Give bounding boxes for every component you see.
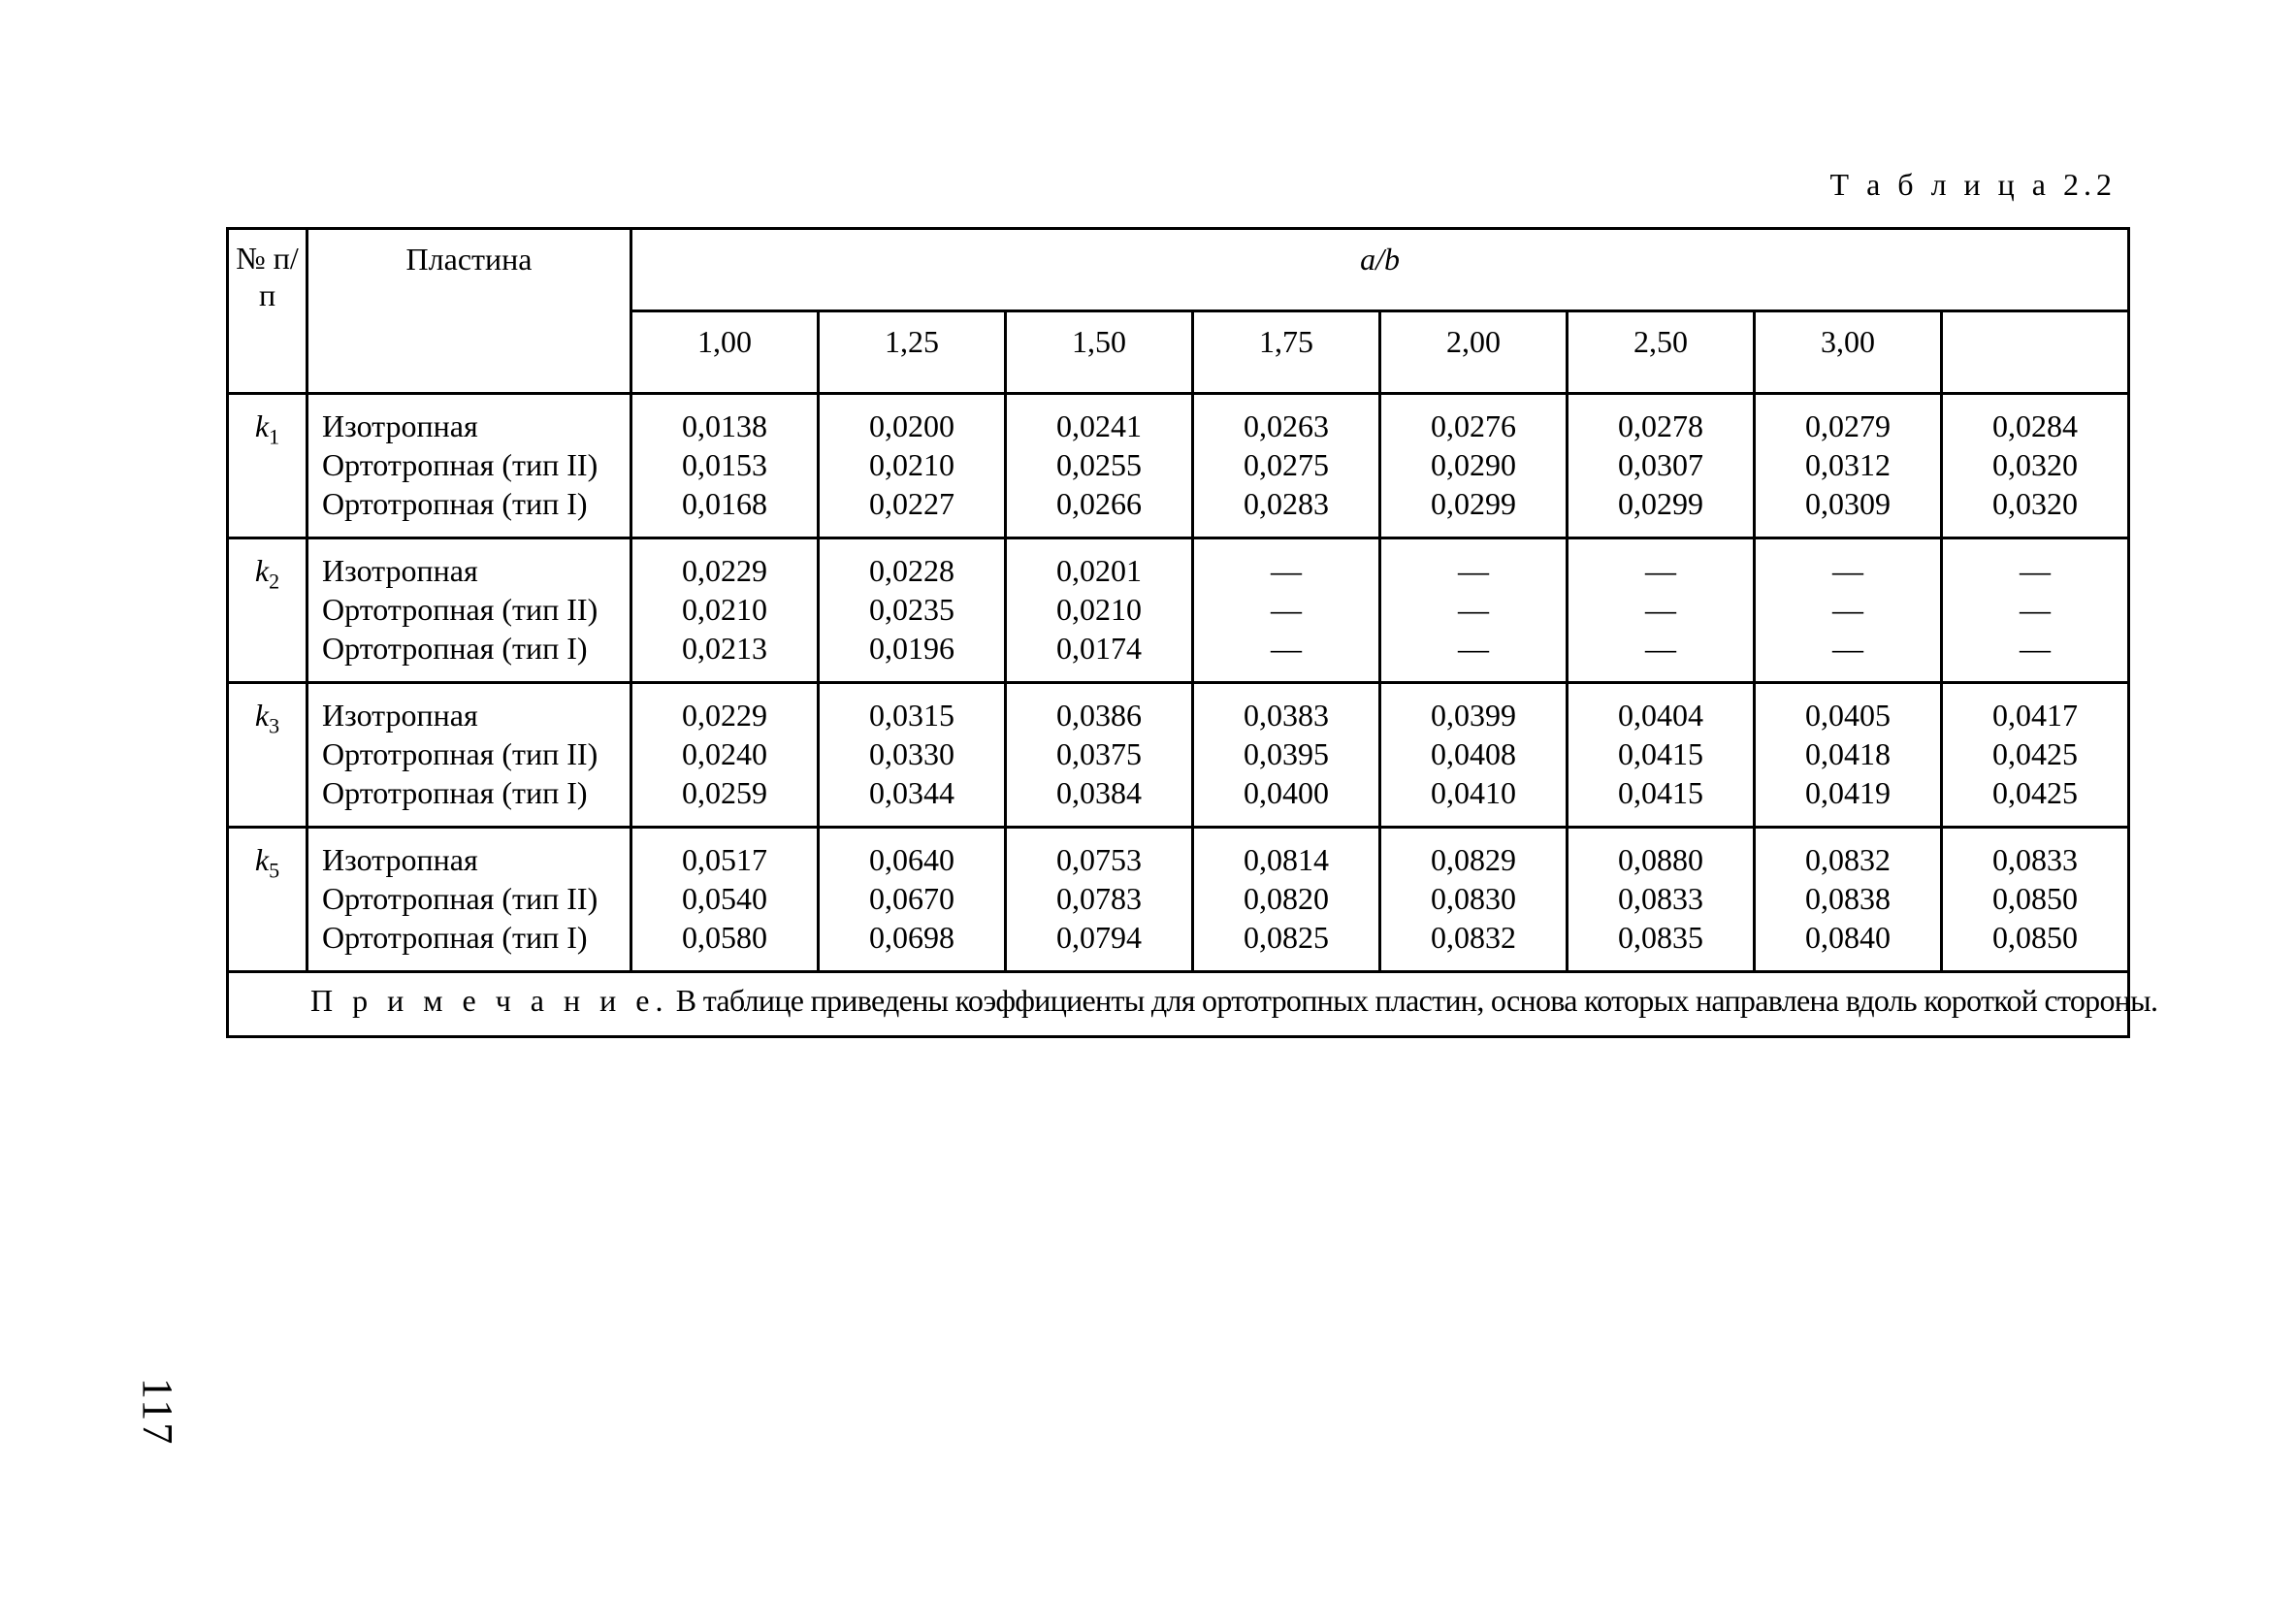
coefficient-value: 0,0833 (1618, 881, 1703, 916)
coefficient-value: 0,0386 (1056, 698, 1142, 733)
coefficient-value: 0,0404 (1618, 698, 1703, 733)
plate-type-label: Ортотропная (тип II) (322, 736, 598, 771)
table-row (228, 394, 2129, 538)
coefficient-value: 0,0299 (1431, 486, 1516, 521)
coefficient-value: 0,0408 (1431, 736, 1516, 771)
table-row (228, 538, 2129, 683)
header-plate: Пластина (307, 229, 631, 394)
note-heading: П р и м е ч а н и е. (310, 983, 669, 1018)
coefficient-subscript: 5 (269, 858, 280, 883)
coefficient-value: — (1271, 631, 1302, 666)
coefficient-value: — (1832, 553, 1863, 588)
coefficient-value: 0,0210 (869, 447, 954, 482)
value-cell (819, 538, 1006, 683)
coefficient-value: 0,0210 (1056, 592, 1142, 627)
value-cell (1380, 538, 1568, 683)
value-cell (1193, 538, 1380, 683)
coefficient-value: 0,0309 (1805, 486, 1891, 521)
coefficient-value: — (1832, 631, 1863, 666)
plate-type-label: Изотропная (322, 698, 478, 733)
value-cell (1755, 828, 1942, 972)
row-coefficient-label (228, 683, 307, 828)
coefficient-value: — (1458, 553, 1489, 588)
coefficient-value: — (1271, 553, 1302, 588)
value-cell (631, 683, 819, 828)
coefficient-value: 0,0290 (1431, 447, 1516, 482)
coefficient-value: 0,0415 (1618, 775, 1703, 810)
coefficient-value: 0,0400 (1244, 775, 1329, 810)
coefficient-value: 0,0418 (1805, 736, 1891, 771)
coefficient-value: 0,0517 (682, 842, 767, 877)
coefficient-value: 0,0375 (1056, 736, 1142, 771)
coefficient-value: 0,0279 (1805, 408, 1891, 443)
coefficient-value: 0,0753 (1056, 842, 1142, 877)
coefficient-subscript: 1 (269, 424, 280, 449)
value-cell (1942, 538, 2129, 683)
coefficient-value: 0,0405 (1805, 698, 1891, 733)
value-cell (1006, 538, 1193, 683)
value-cell (631, 538, 819, 683)
value-cell (1755, 683, 1942, 828)
value-cell (1942, 828, 2129, 972)
note-text: В таблице приведены коэффициенты для ортотропных пластин, основа которых направлена вдоль короткой стороны. (675, 983, 2158, 1018)
coefficient-value: 0,0320 (1992, 447, 2078, 482)
coefficient-value: 0,0820 (1244, 881, 1329, 916)
value-cell (1942, 683, 2129, 828)
coefficient-value: 0,0399 (1431, 698, 1516, 733)
table-row (228, 828, 2129, 972)
value-cell (819, 394, 1006, 538)
coefficient-value: 0,0312 (1805, 447, 1891, 482)
coefficient-value: 0,0284 (1992, 408, 2078, 443)
plate-type-label: Ортотропная (тип II) (322, 447, 598, 482)
coefficient-value: 0,0255 (1056, 447, 1142, 482)
coefficient-value: 0,0838 (1805, 881, 1891, 916)
plate-types-cell (307, 683, 631, 828)
note-row (228, 972, 2129, 1037)
value-cell (1006, 828, 1193, 972)
coefficient-table (226, 227, 2158, 1038)
coefficient-value: 0,0833 (1992, 842, 2078, 877)
value-cell (1006, 683, 1193, 828)
header-ratio-7 (1942, 311, 2129, 394)
coefficient-value: 0,0415 (1618, 736, 1703, 771)
coefficient-value: 0,0315 (869, 698, 954, 733)
coefficient-value: 0,0201 (1056, 553, 1142, 588)
plate-types-cell (307, 828, 631, 972)
coefficient-value: 0,0540 (682, 881, 767, 916)
coefficient-value: 0,0850 (1992, 881, 2078, 916)
coefficient-value: 0,0395 (1244, 736, 1329, 771)
coefficient-value: 0,0228 (869, 553, 954, 588)
coefficient-value: 0,0278 (1618, 408, 1703, 443)
coefficient-value: — (1832, 592, 1863, 627)
coefficient-value: 0,0227 (869, 486, 954, 521)
value-cell (631, 828, 819, 972)
plate-type-label: Ортотропная (тип II) (322, 592, 598, 627)
value-cell (1942, 394, 2129, 538)
plate-type-label: Ортотропная (тип I) (322, 631, 588, 666)
coefficient-value: 0,0814 (1244, 842, 1329, 877)
coefficient-symbol: k (254, 408, 270, 443)
coefficient-value: 0,0410 (1431, 775, 1516, 810)
value-cell (1006, 394, 1193, 538)
coefficient-value: 0,0210 (682, 592, 767, 627)
plate-type-label: Изотропная (322, 408, 478, 443)
coefficient-value: 0,0880 (1618, 842, 1703, 877)
coefficient-value: 0,0425 (1992, 775, 2078, 810)
coefficient-value: 0,0383 (1244, 698, 1329, 733)
coefficient-value: — (2020, 631, 2051, 666)
coefficient-value: 0,0235 (869, 592, 954, 627)
coefficient-value: 0,0794 (1056, 920, 1142, 955)
coefficient-value: 0,0153 (682, 447, 767, 482)
coefficient-value: — (1458, 631, 1489, 666)
coefficient-value: 0,0419 (1805, 775, 1891, 810)
plate-type-label: Ортотропная (тип I) (322, 775, 588, 810)
coefficient-value: 0,0825 (1244, 920, 1329, 955)
coefficient-value: 0,0384 (1056, 775, 1142, 810)
table-row (228, 683, 2129, 828)
header-ratio-ab: a/b (631, 229, 2129, 311)
coefficient-value: 0,0196 (869, 631, 954, 666)
coefficient-value: 0,0263 (1244, 408, 1329, 443)
coefficient-value: 0,0276 (1431, 408, 1516, 443)
value-cell (631, 394, 819, 538)
coefficient-symbol: k (254, 842, 270, 877)
coefficient-value: 0,0829 (1431, 842, 1516, 877)
coefficient-value: 0,0425 (1992, 736, 2078, 771)
value-cell (1568, 683, 1755, 828)
coefficient-value: 0,0229 (682, 698, 767, 733)
coefficient-value: 0,0832 (1431, 920, 1516, 955)
coefficient-value: — (2020, 592, 2051, 627)
coefficient-value: 0,0580 (682, 920, 767, 955)
value-cell (1568, 538, 1755, 683)
coefficient-value: 0,0670 (869, 881, 954, 916)
value-cell (1568, 828, 1755, 972)
coefficient-value: 0,0830 (1431, 881, 1516, 916)
coefficient-value: 0,0850 (1992, 920, 2078, 955)
table-caption: Т а б л и ц а 2.2 (1829, 167, 2117, 202)
value-cell (1568, 394, 1755, 538)
coefficient-symbol: k (254, 553, 270, 588)
plate-type-label: Ортотропная (тип I) (322, 486, 588, 521)
value-cell (1193, 683, 1380, 828)
header-ratio-1: 1,25 (819, 311, 1006, 394)
plate-type-label: Ортотропная (тип II) (322, 881, 598, 916)
value-cell (819, 828, 1006, 972)
coefficient-value: 0,0275 (1244, 447, 1329, 482)
plate-type-label: Изотропная (322, 842, 478, 877)
coefficient-value: — (1645, 592, 1676, 627)
coefficient-value: 0,0213 (682, 631, 767, 666)
value-cell (1193, 394, 1380, 538)
coefficient-value: — (1458, 592, 1489, 627)
coefficient-value: 0,0417 (1992, 698, 2078, 733)
coefficient-value: — (1645, 553, 1676, 588)
header-ratio-6: 3,00 (1755, 311, 1942, 394)
row-coefficient-label (228, 828, 307, 972)
header-ratio-3: 1,75 (1193, 311, 1380, 394)
header-ratio-4: 2,00 (1380, 311, 1568, 394)
coefficient-value: 0,0240 (682, 736, 767, 771)
coefficient-value: 0,0783 (1056, 881, 1142, 916)
plate-types-cell (307, 538, 631, 683)
value-cell (1380, 394, 1568, 538)
coefficient-value: 0,0640 (869, 842, 954, 877)
value-cell (819, 683, 1006, 828)
header-ratio-5: 2,50 (1568, 311, 1755, 394)
coefficient-value: — (2020, 553, 2051, 588)
plate-type-label: Изотропная (322, 553, 478, 588)
coefficient-value: 0,0344 (869, 775, 954, 810)
coefficient-value: 0,0320 (1992, 486, 2078, 521)
plate-types-cell (307, 394, 631, 538)
table-note (228, 972, 2158, 1037)
coefficient-subscript: 3 (269, 713, 280, 738)
value-cell (1380, 828, 1568, 972)
coefficient-subscript: 2 (269, 569, 280, 594)
plate-type-label: Ортотропная (тип I) (322, 920, 588, 955)
coefficient-value: 0,0698 (869, 920, 954, 955)
value-cell (1380, 683, 1568, 828)
coefficient-value: 0,0832 (1805, 842, 1891, 877)
coefficient-table-wrapper (226, 227, 2158, 1038)
coefficient-value: 0,0174 (1056, 631, 1142, 666)
value-cell (1193, 828, 1380, 972)
coefficient-symbol: k (254, 698, 270, 733)
header-ratio-2: 1,50 (1006, 311, 1193, 394)
coefficient-value: 0,0840 (1805, 920, 1891, 955)
row-coefficient-label (228, 394, 307, 538)
coefficient-value: 0,0835 (1618, 920, 1703, 955)
coefficient-value: 0,0266 (1056, 486, 1142, 521)
header-ratio-0: 1,00 (631, 311, 819, 394)
value-cell (1755, 538, 1942, 683)
coefficient-value: — (1271, 592, 1302, 627)
value-cell (1755, 394, 1942, 538)
header-number: № п/п (228, 229, 307, 394)
coefficient-value: 0,0307 (1618, 447, 1703, 482)
header-row-top (228, 229, 2129, 311)
coefficient-value: 0,0229 (682, 553, 767, 588)
coefficient-value: 0,0330 (869, 736, 954, 771)
coefficient-value: 0,0299 (1618, 486, 1703, 521)
coefficient-value: 0,0138 (682, 408, 767, 443)
coefficient-value: 0,0259 (682, 775, 767, 810)
coefficient-value: 0,0241 (1056, 408, 1142, 443)
row-coefficient-label (228, 538, 307, 683)
page-number: 117 (134, 1378, 181, 1447)
coefficient-value: 0,0200 (869, 408, 954, 443)
coefficient-value: — (1645, 631, 1676, 666)
coefficient-value: 0,0168 (682, 486, 767, 521)
coefficient-value: 0,0283 (1244, 486, 1329, 521)
